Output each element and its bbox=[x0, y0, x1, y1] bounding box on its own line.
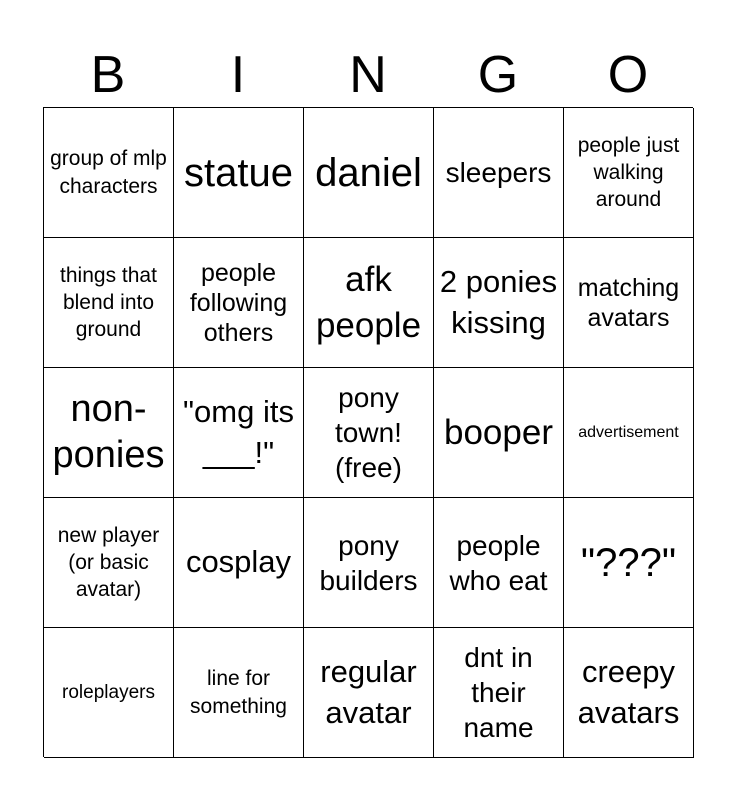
header-letter-o: O bbox=[607, 46, 649, 104]
cell-text: afk people bbox=[315, 260, 422, 345]
cell-text: regular avatar bbox=[320, 654, 417, 730]
cell-text: daniel bbox=[315, 150, 422, 195]
bingo-cell[interactable] bbox=[174, 238, 304, 368]
bingo-cell[interactable] bbox=[434, 108, 564, 238]
bingo-cell[interactable] bbox=[174, 628, 304, 758]
bingo-cell[interactable] bbox=[44, 498, 174, 628]
cell-text: matching avatars bbox=[577, 273, 680, 332]
bingo-cell[interactable] bbox=[44, 628, 174, 758]
cell-text: creepy avatars bbox=[577, 654, 680, 730]
cell-text: statue bbox=[184, 150, 293, 195]
bingo-cell[interactable] bbox=[564, 628, 694, 758]
cell-text: cosplay bbox=[185, 544, 292, 580]
cell-text: new player (or basic avatar) bbox=[57, 523, 160, 602]
bingo-cell[interactable] bbox=[174, 498, 304, 628]
bingo-cell[interactable] bbox=[304, 498, 434, 628]
bingo-cell[interactable] bbox=[564, 108, 694, 238]
bingo-cell[interactable] bbox=[304, 108, 434, 238]
bingo-cell[interactable] bbox=[434, 628, 564, 758]
bingo-cell[interactable] bbox=[44, 368, 174, 498]
header-letter-n: N bbox=[349, 46, 387, 104]
cell-text: people following others bbox=[189, 258, 288, 347]
cell-text: dnt in their name bbox=[463, 642, 534, 743]
bingo-cell[interactable] bbox=[174, 108, 304, 238]
cell-text: 2 ponies kissing bbox=[439, 264, 558, 340]
header-letter-g: G bbox=[477, 46, 519, 104]
header-letter-i: I bbox=[230, 46, 246, 104]
cell-text: line for something bbox=[190, 667, 287, 718]
cell-text: booper bbox=[444, 412, 553, 452]
bingo-cell[interactable] bbox=[434, 368, 564, 498]
bingo-cell[interactable] bbox=[174, 368, 304, 498]
header-letter-b: B bbox=[90, 46, 126, 104]
bingo-cell[interactable] bbox=[44, 108, 174, 238]
bingo-cell[interactable] bbox=[434, 498, 564, 628]
cell-text: people who eat bbox=[449, 529, 548, 596]
bingo-cell[interactable] bbox=[564, 498, 694, 628]
bingo-cell[interactable] bbox=[304, 238, 434, 368]
bingo-cell[interactable] bbox=[304, 628, 434, 758]
cell-text: "???" bbox=[580, 540, 677, 585]
bingo-cell[interactable] bbox=[304, 368, 434, 498]
cell-text: non-ponies bbox=[52, 387, 165, 476]
cell-text: advertisement bbox=[578, 423, 679, 441]
cell-text: pony town! (free) bbox=[335, 382, 402, 483]
bingo-cell[interactable] bbox=[44, 238, 174, 368]
cell-text: pony builders bbox=[319, 529, 418, 596]
cell-text: sleepers bbox=[445, 157, 552, 188]
bingo-cell[interactable] bbox=[434, 238, 564, 368]
cell-text: roleplayers bbox=[62, 681, 155, 703]
cell-text: people just walking around bbox=[577, 133, 680, 212]
cell-text: group of mlp characters bbox=[50, 147, 167, 198]
bingo-header bbox=[43, 44, 693, 106]
bingo-cell[interactable] bbox=[564, 368, 694, 498]
bingo-board bbox=[43, 107, 693, 757]
cell-text: things that blend into ground bbox=[60, 263, 157, 342]
bingo-cell[interactable] bbox=[564, 238, 694, 368]
cell-text: "omg its ___!" bbox=[183, 394, 294, 470]
